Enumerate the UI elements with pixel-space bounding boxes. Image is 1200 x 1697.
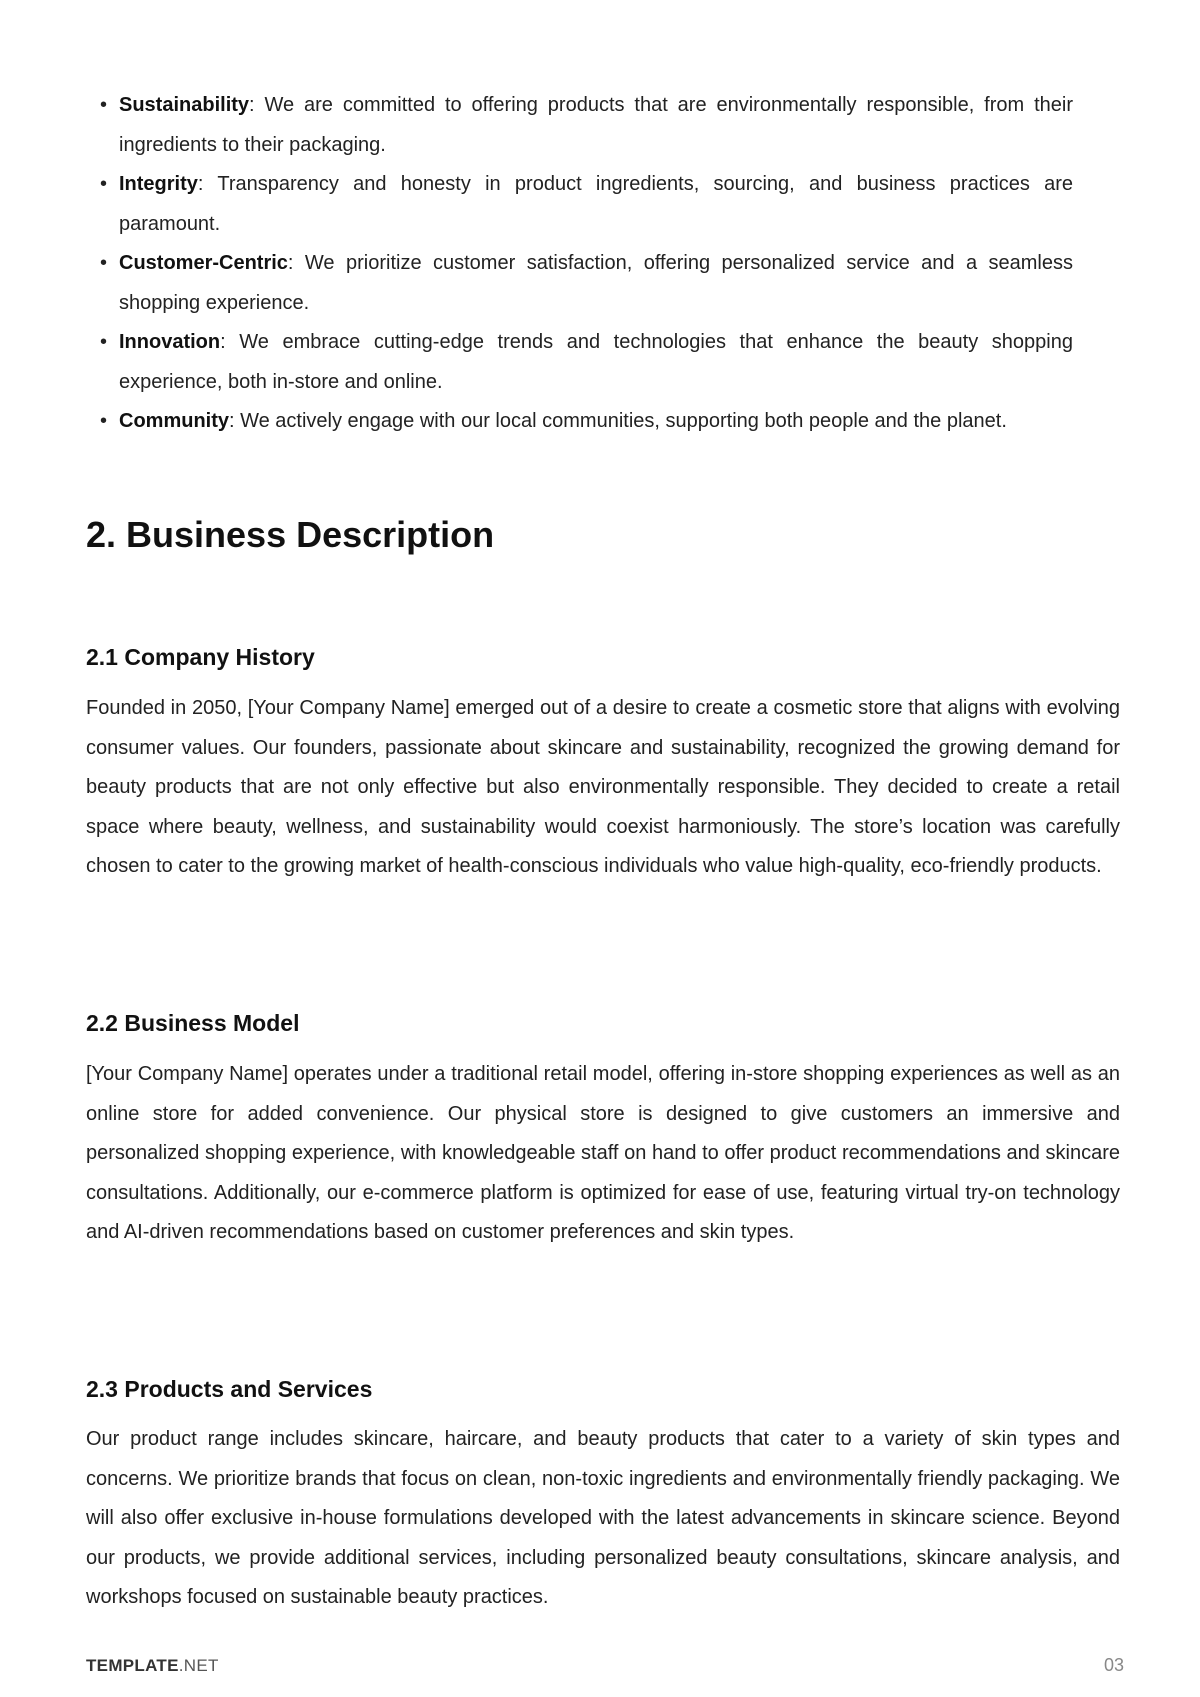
value-term: Innovation <box>119 331 221 353</box>
section-title: 2. Business Description <box>86 514 495 555</box>
products-services-paragraph: Our product range includes skincare, haircare, and beauty products that cater to a variety of skin types and concerns. We prioritize brands that focus on clean, non-toxic ingredients and environmentally friendly packaging. We will also offer exclusive in-house formulations developed with the latest advancements in skincare science. Beyond our products, we provide additional services, including personalized beauty consultations, skincare analysis, and workshops focused on sustainable beauty practices. <box>86 1428 1120 1608</box>
products-services-heading: 2.3 Products and Services <box>86 1376 373 1402</box>
value-description: : We are committed to offering products that are environmentally responsible, from their ingredients to their packaging. <box>119 94 1073 156</box>
bullet-icon: • <box>100 252 108 274</box>
bullet-icon: • <box>100 410 108 432</box>
company-history-heading: 2.1 Company History <box>86 644 315 670</box>
core-values-list <box>100 86 1073 442</box>
company-history-paragraph: Founded in 2050, [Your Company Name] emerged out of a desire to create a cosmetic store that aligns with evolving consumer values. Our founders, passionate about skincare and sustainability, recognized the growing demand for beauty products that are not only effective but also environmentally responsible. They decided to create a retail space where beauty, wellness, and sustainability would coexist harmoniously. The store’s location was carefully chosen to cater to the growing market of health-conscious individuals who value high-quality, eco-friendly products. <box>86 697 1120 877</box>
value-term: Integrity <box>119 173 198 195</box>
bullet-icon: • <box>100 173 108 195</box>
value-term: Customer-Centric <box>119 252 288 274</box>
brand-suffix: .NET <box>178 1656 219 1675</box>
business-model-heading: 2.2 Business Model <box>86 1010 300 1036</box>
list-item <box>100 402 1073 442</box>
value-description: : We actively engage with our local communities, supporting both people and the planet. <box>229 410 1007 432</box>
value-description: : Transparency and honesty in product ingredients, sourcing, and business practices are paramount. <box>119 173 1073 235</box>
list-item <box>100 165 1073 244</box>
brand-name: TEMPLATE <box>86 1656 179 1675</box>
business-model-paragraph: [Your Company Name] operates under a traditional retail model, offering in-store shopping experiences as well as an online store for added convenience. Our physical store is designed to give customers an immersive and personalized shopping experience, with knowledgeable staff on hand to offer product recommendations and skincare consultations. Additionally, our e-commerce platform is optimized for ease of use, featuring virtual try-on technology and AI-driven recommendations based on customer preferences and skin types. <box>86 1063 1120 1243</box>
list-item <box>100 86 1073 165</box>
bullet-icon: • <box>100 331 108 353</box>
bullet-icon: • <box>100 94 108 116</box>
value-term: Community <box>119 410 229 432</box>
value-term: Sustainability <box>119 94 250 116</box>
list-item <box>100 244 1073 323</box>
value-description: : We embrace cutting-edge trends and technologies that enhance the beauty shopping experience, both in-store and online. <box>119 331 1073 393</box>
brand-logo <box>86 1656 219 1676</box>
value-description: : We prioritize customer satisfaction, offering personalized service and a seamless shopping experience. <box>119 252 1073 314</box>
page-number: 03 <box>1103 1655 1124 1675</box>
list-item <box>100 323 1073 402</box>
